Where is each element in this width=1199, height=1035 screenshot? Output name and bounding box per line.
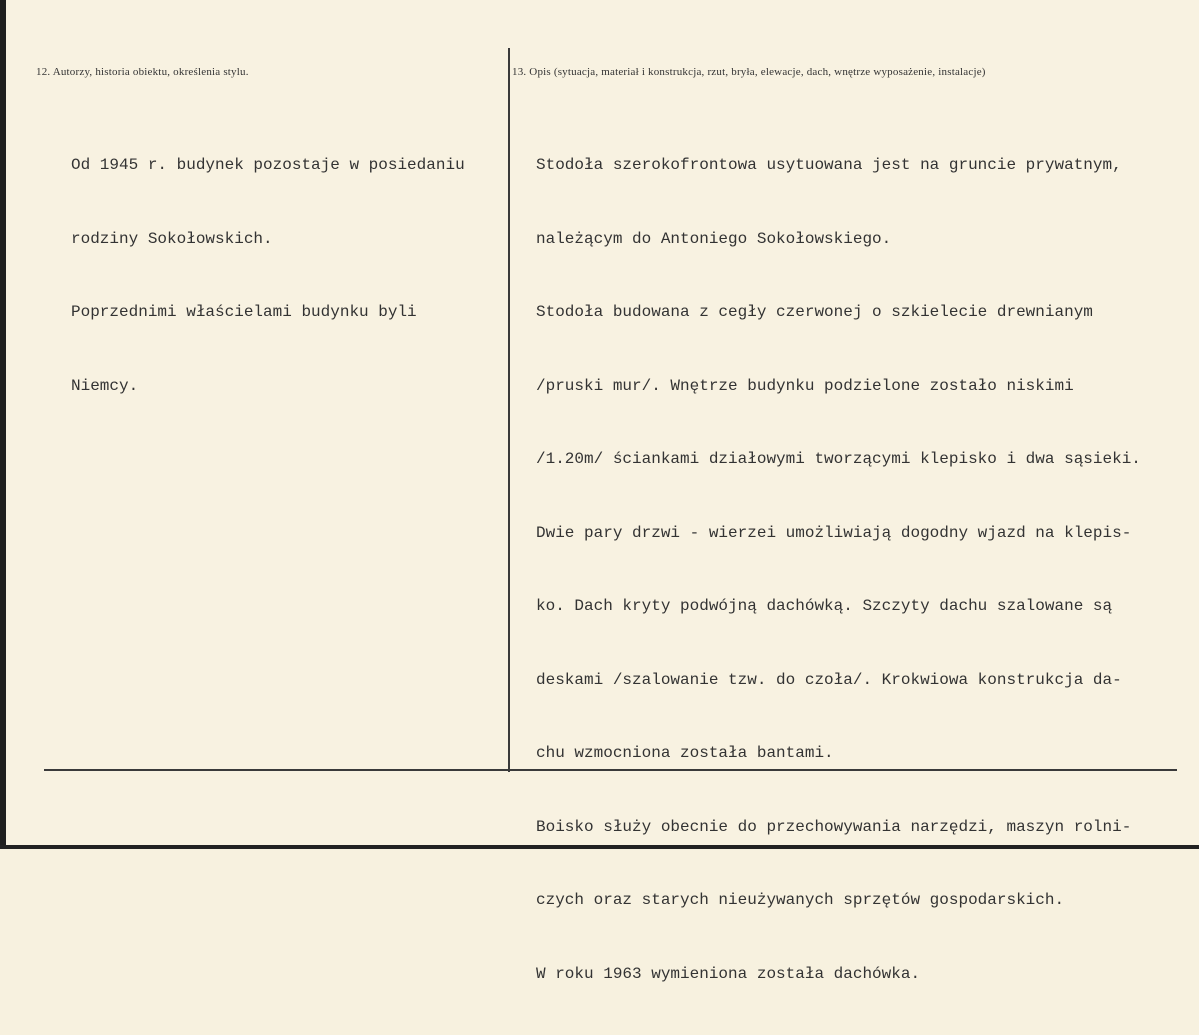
text-line: należącym do Antoniego Sokołowskiego.: [536, 229, 892, 248]
text-line: /pruski mur/. Wnętrze budynku podzielone zostało niskimi: [536, 376, 1074, 395]
section-12-text: [71, 104, 465, 447]
text-line: /1.20m/ ściankami działowymi tworzącymi klepisko i dwa sąsieki.: [536, 450, 1141, 468]
text-line: Stodoła szerokofrontowa usytuowana jest na gruncie prywatnym,: [536, 156, 1122, 174]
section-13-text: [536, 104, 1141, 1035]
text-line: Boisko służy obecnie do przechowywania narzędzi, maszyn rolni-: [536, 817, 1132, 836]
text-line: W roku 1963 wymieniona została dachówka.: [536, 964, 921, 983]
text-line: ko. Dach kryty podwójną dachówką. Szczyty dachu szalowane są: [536, 597, 1113, 615]
text-line: Od 1945 r. budynek pozostaje w posiedaniu: [71, 156, 465, 174]
scan-edge-left: [0, 0, 6, 849]
text-line: Stodoła budowana z cegły czerwonej o szkielecie drewnianym: [536, 303, 1093, 321]
text-line: Niemcy.: [71, 376, 139, 395]
text-line: Poprzednimi właścielami budynku byli: [71, 303, 417, 321]
column-divider: [508, 48, 510, 772]
text-line: chu wzmocniona została bantami.: [536, 744, 834, 762]
text-line: Dwie pary drzwi - wierzei umożliwiają dogodny wjazd na klepis-: [536, 523, 1132, 542]
section-12-header: 12. Autorzy, historia obiektu, określenia stylu.: [36, 66, 249, 78]
section-13-header: 13. Opis (sytuacja, materiał i konstrukcja, rzut, bryła, elewacje, dach, wnętrze wyposażenie, instalacje): [512, 66, 986, 78]
text-line: rodziny Sokołowskich.: [71, 229, 273, 248]
text-line: czych oraz starych nieużywanych sprzętów gospodarskich.: [536, 891, 1065, 909]
text-line: deskami /szalowanie tzw. do czoła/. Krokwiowa konstrukcja da-: [536, 670, 1122, 689]
